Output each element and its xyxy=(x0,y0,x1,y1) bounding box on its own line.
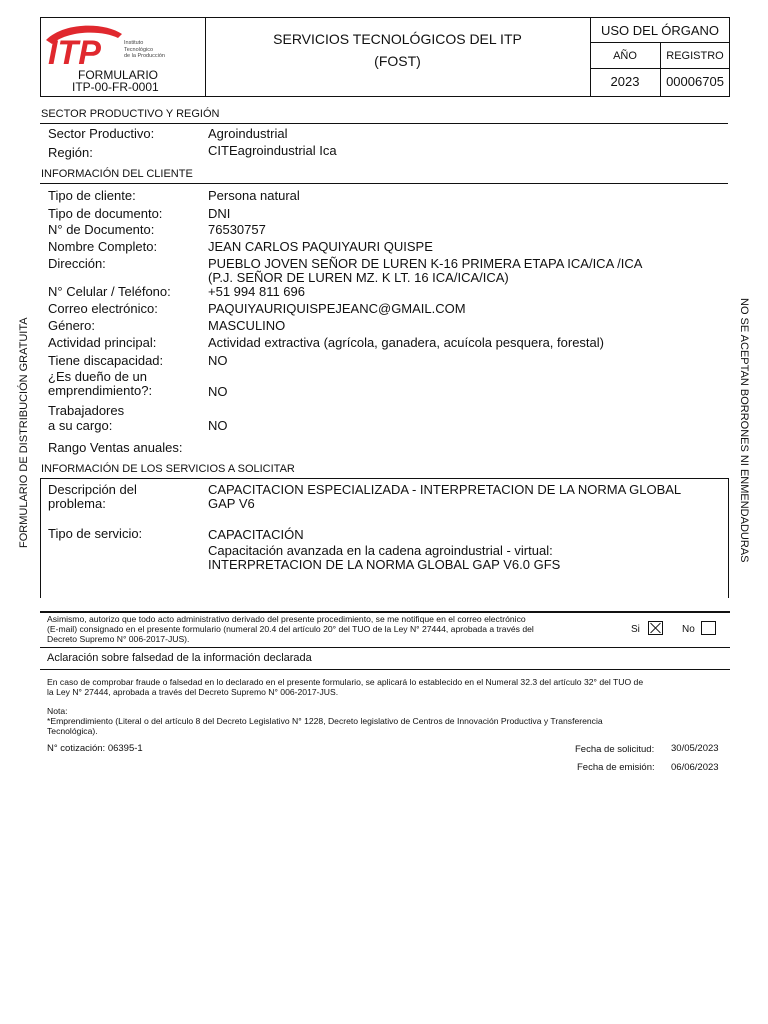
genero-value: MASCULINO xyxy=(208,318,286,333)
side-text-left: FORMULARIO DE DISTRIBUCIÓN GRATUITA xyxy=(18,317,30,548)
tipo-servicio-label: Tipo de servicio: xyxy=(48,526,143,541)
form-code: ITP-00-FR-0001 xyxy=(72,80,159,94)
nota-text-2: Tecnológica). xyxy=(47,726,98,736)
nota-text-1: *Emprendimiento (Literal o del artículo 8 del Decreto Legislativo N° 1228, Decreto legislativo de Centros de Innovación Productiva y Transferencia xyxy=(47,716,603,726)
actividad-value: Actividad extractiva (agrícola, ganadera, acuícola pesquera, forestal) xyxy=(208,335,604,350)
region-value: CITEagroindustrial Ica xyxy=(208,143,337,158)
emprendimiento-label-2: emprendimiento?: xyxy=(48,383,153,398)
cotizacion-number: N° cotización: 06395-1 xyxy=(47,743,143,754)
fecha-solicitud-label: Fecha de solicitud: xyxy=(575,744,655,755)
services-left-border xyxy=(40,478,41,598)
year-label: AÑO xyxy=(613,50,637,62)
consent-text-2: (E-mail) consignado en el presente formulario (numeral 20.4 del artículo 20° del TUO de la Ley N° 27444, aprobada a través del xyxy=(47,624,534,634)
year-value: 2023 xyxy=(610,74,640,89)
registro-value: 00006705 xyxy=(666,74,724,89)
organ-title: USO DEL ÓRGANO xyxy=(601,23,719,38)
emprendimiento-label-1: ¿Es dueño de un xyxy=(48,369,148,384)
form-label: FORMULARIO xyxy=(78,68,159,82)
sector-rule xyxy=(40,123,728,124)
tipo-cliente-label: Tipo de cliente: xyxy=(48,188,136,203)
genero-label: Género: xyxy=(48,318,95,333)
descripcion-value-2: GAP V6 xyxy=(208,496,255,511)
consent-top-rule xyxy=(40,611,730,613)
correo-value: PAQUIYAURIQUISPEJEANC@GMAIL.COM xyxy=(208,301,466,316)
consent-text-3: Decreto Supremo N° 006-2017-JUS). xyxy=(47,634,190,644)
descripcion-label-2: problema: xyxy=(48,496,106,511)
tipo-cliente-value: Persona natural xyxy=(208,188,300,203)
direccion-label: Dirección: xyxy=(48,256,106,271)
logo-letters: ITP xyxy=(48,34,101,70)
services-heading: INFORMACIÓN DE LOS SERVICIOS A SOLICITAR xyxy=(41,463,295,475)
celular-value: +51 994 811 696 xyxy=(208,284,305,299)
fecha-emision-label: Fecha de emisión: xyxy=(577,762,655,773)
falsedad-rule xyxy=(40,669,730,670)
client-heading: INFORMACIÓN DEL CLIENTE xyxy=(41,168,193,180)
page-subtitle: (FOST) xyxy=(374,53,421,69)
falsedad-text-2: la Ley N° 27444, aprobada a través del Decreto Supremo N° 006-2017-JUS. xyxy=(47,687,339,697)
falsedad-heading: Aclaración sobre falsedad de la información declarada xyxy=(47,652,312,664)
nombre-label: Nombre Completo: xyxy=(48,239,158,254)
trabajadores-label-2: a su cargo: xyxy=(48,418,113,433)
falsedad-text-1: En caso de comprobar fraude o falsedad en lo declarado en el presente formulario, se aplicará lo establecido en el Numeral 32.3 del artículo 32° del TUO de xyxy=(47,677,644,687)
trabajadores-label-1: Trabajadores xyxy=(48,403,125,418)
consent-si-checkbox[interactable] xyxy=(648,621,663,635)
nota-label: Nota: xyxy=(47,706,68,716)
fecha-emision-value: 06/06/2023 xyxy=(671,762,719,773)
num-doc-value: 76530757 xyxy=(208,222,266,237)
registro-label: REGISTRO xyxy=(666,50,724,62)
tipo-servicio-detail-2: INTERPRETACION DE LA NORMA GLOBAL GAP V6.0 GFS xyxy=(208,557,561,572)
sector-heading: SECTOR PRODUCTIVO Y REGIÓN xyxy=(41,108,220,120)
tipo-doc-label: Tipo de documento: xyxy=(48,206,163,221)
tipo-servicio-detail-1: Capacitación avanzada en la cadena agroindustrial - virtual: xyxy=(208,543,553,558)
consent-text-1: Asimismo, autorizo que todo acto administrativo derivado del presente procedimiento, se me notifique en el correo electrónico xyxy=(47,614,526,624)
descripcion-label-1: Descripción del xyxy=(48,482,137,497)
consent-si-label: Si xyxy=(631,624,640,635)
celular-label: N° Celular / Teléfono: xyxy=(48,284,171,299)
services-right-border xyxy=(728,478,729,598)
itp-logo xyxy=(44,20,184,70)
emprendimiento-value: NO xyxy=(208,384,228,399)
fecha-solicitud-value: 30/05/2023 xyxy=(671,743,719,754)
nombre-value: JEAN CARLOS PAQUIYAURI QUISPE xyxy=(208,239,433,254)
sector-label: Sector Productivo: xyxy=(48,126,155,141)
services-rule xyxy=(40,478,728,479)
descripcion-value-1: CAPACITACION ESPECIALIZADA - INTERPRETACION DE LA NORMA GLOBAL xyxy=(208,482,682,497)
discapacidad-value: NO xyxy=(208,353,228,368)
page-title: SERVICIOS TECNOLÓGICOS DEL ITP xyxy=(273,31,522,47)
consent-no-checkbox[interactable] xyxy=(701,621,716,635)
actividad-label: Actividad principal: xyxy=(48,335,157,350)
direccion-value-2: (P.J. SEÑOR DE LUREN MZ. K LT. 16 ICA/ICA/ICA) xyxy=(208,270,509,285)
num-doc-label: N° de Documento: xyxy=(48,222,155,237)
region-label: Región: xyxy=(48,145,93,160)
discapacidad-label: Tiene discapacidad: xyxy=(48,353,164,368)
tipo-servicio-value: CAPACITACIÓN xyxy=(208,527,304,542)
logo-subtitle: Instituto Tecnológico de la Producción xyxy=(124,40,165,59)
sector-value: Agroindustrial xyxy=(208,126,288,141)
tipo-doc-value: DNI xyxy=(208,206,231,221)
consent-no-label: No xyxy=(682,624,695,635)
consent-bottom-rule xyxy=(40,647,730,648)
trabajadores-value: NO xyxy=(208,418,228,433)
direccion-value-1: PUEBLO JOVEN SEÑOR DE LUREN K-16 PRIMERA ETAPA ICA/ICA /ICA xyxy=(208,256,643,271)
client-rule xyxy=(40,183,728,184)
rango-ventas-label: Rango Ventas anuales: xyxy=(48,440,183,455)
side-text-right: NO SE ACEPTAN BORRONES NI ENMENDADURAS xyxy=(738,298,750,563)
correo-label: Correo electrónico: xyxy=(48,301,158,316)
